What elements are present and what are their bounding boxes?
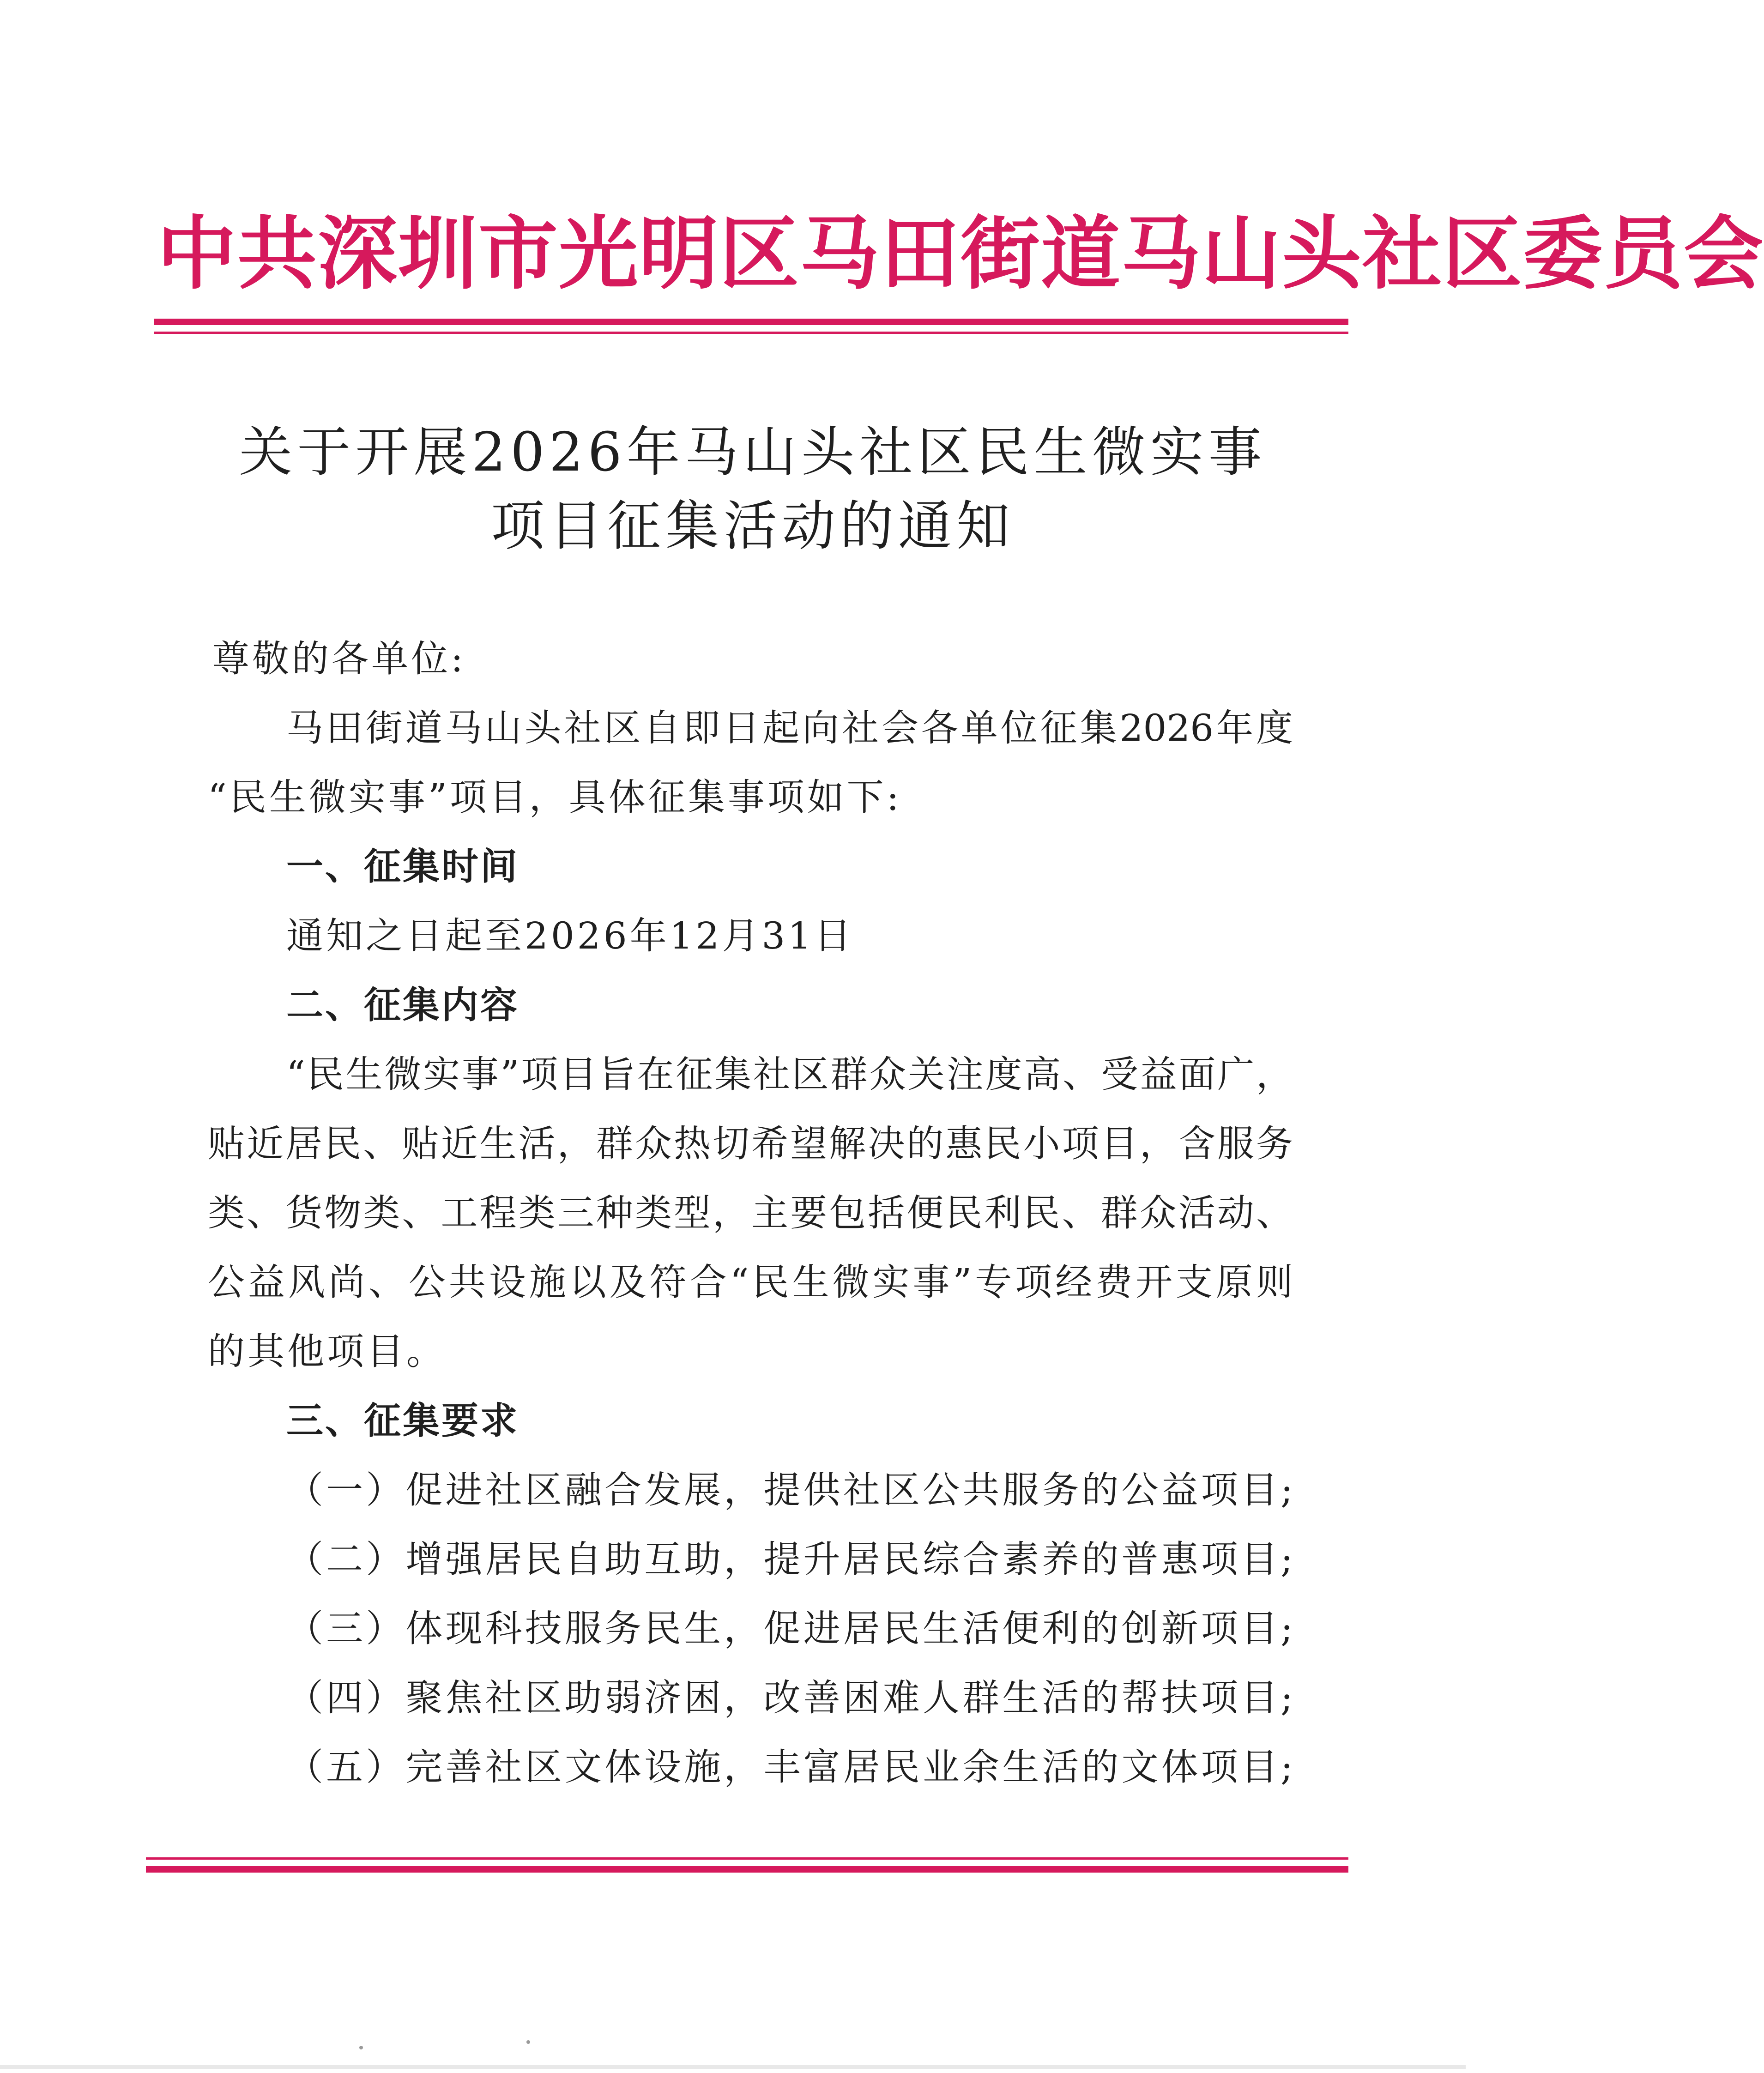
requirement-item-1: （一）促进社区融合发展，提供社区公共服务的公益项目;: [286, 1469, 1293, 1511]
notice-title-line-1: 关于开展2026年马山头社区民生微实事: [239, 421, 1267, 483]
intro-line-1: 马田街道马山头社区自即日起向社会各单位征集2026年度: [286, 707, 1293, 749]
section-2-line-5: 的其他项目。: [208, 1330, 446, 1373]
requirement-item-2: （二）增强居民自助互助，提升居民综合素养的普惠项目;: [286, 1538, 1293, 1581]
section-heading-collection-content: 二、征集内容: [286, 984, 519, 1027]
notice-title-line-2: 项目征集活动的通知: [491, 495, 1015, 557]
requirement-item-3: （三）体现科技服务民生，促进居民生活便利的创新项目;: [286, 1607, 1293, 1650]
section-heading-collection-requirements: 三、征集要求: [286, 1399, 519, 1442]
section-2-line-4: 公益风尚、公共设施以及符合“民生微实事”专项经费开支原则: [208, 1261, 1293, 1304]
scan-bottom-edge: [0, 2065, 1466, 2069]
salutation: 尊敬的各单位:: [212, 637, 466, 680]
section-2-line-2: 贴近居民、贴近生活，群众热切希望解决的惠民小项目，含服务: [208, 1122, 1293, 1165]
intro-line-2: “民生微实事”项目，具体征集事项如下:: [208, 776, 902, 819]
section-2-line-3: 类、货物类、工程类三种类型，主要包括便民利民、群众活动、: [208, 1191, 1293, 1234]
letterhead-rule-thick: [154, 319, 1348, 325]
section-1-line-1: 通知之日起至2026年12月31日: [286, 914, 854, 957]
footer-rule-thin: [146, 1857, 1348, 1860]
scan-speck: [359, 2046, 363, 2049]
section-heading-collection-time: 一、征集时间: [286, 845, 519, 888]
section-2-line-1: “民生微实事”项目旨在征集社区群众关注度高、受益面广，: [286, 1053, 1293, 1096]
letterhead-org-name: 中共深圳市光明区马田街道马山头社区委员会: [157, 207, 1764, 300]
scan-speck: [526, 2040, 530, 2044]
requirement-item-4: （四）聚焦社区助弱济困，改善困难人群生活的帮扶项目;: [286, 1676, 1293, 1719]
letterhead-rule-thin: [154, 332, 1348, 334]
footer-rule-thick: [146, 1866, 1348, 1873]
requirement-item-5: （五）完善社区文体设施，丰富居民业余生活的文体项目;: [286, 1746, 1293, 1789]
